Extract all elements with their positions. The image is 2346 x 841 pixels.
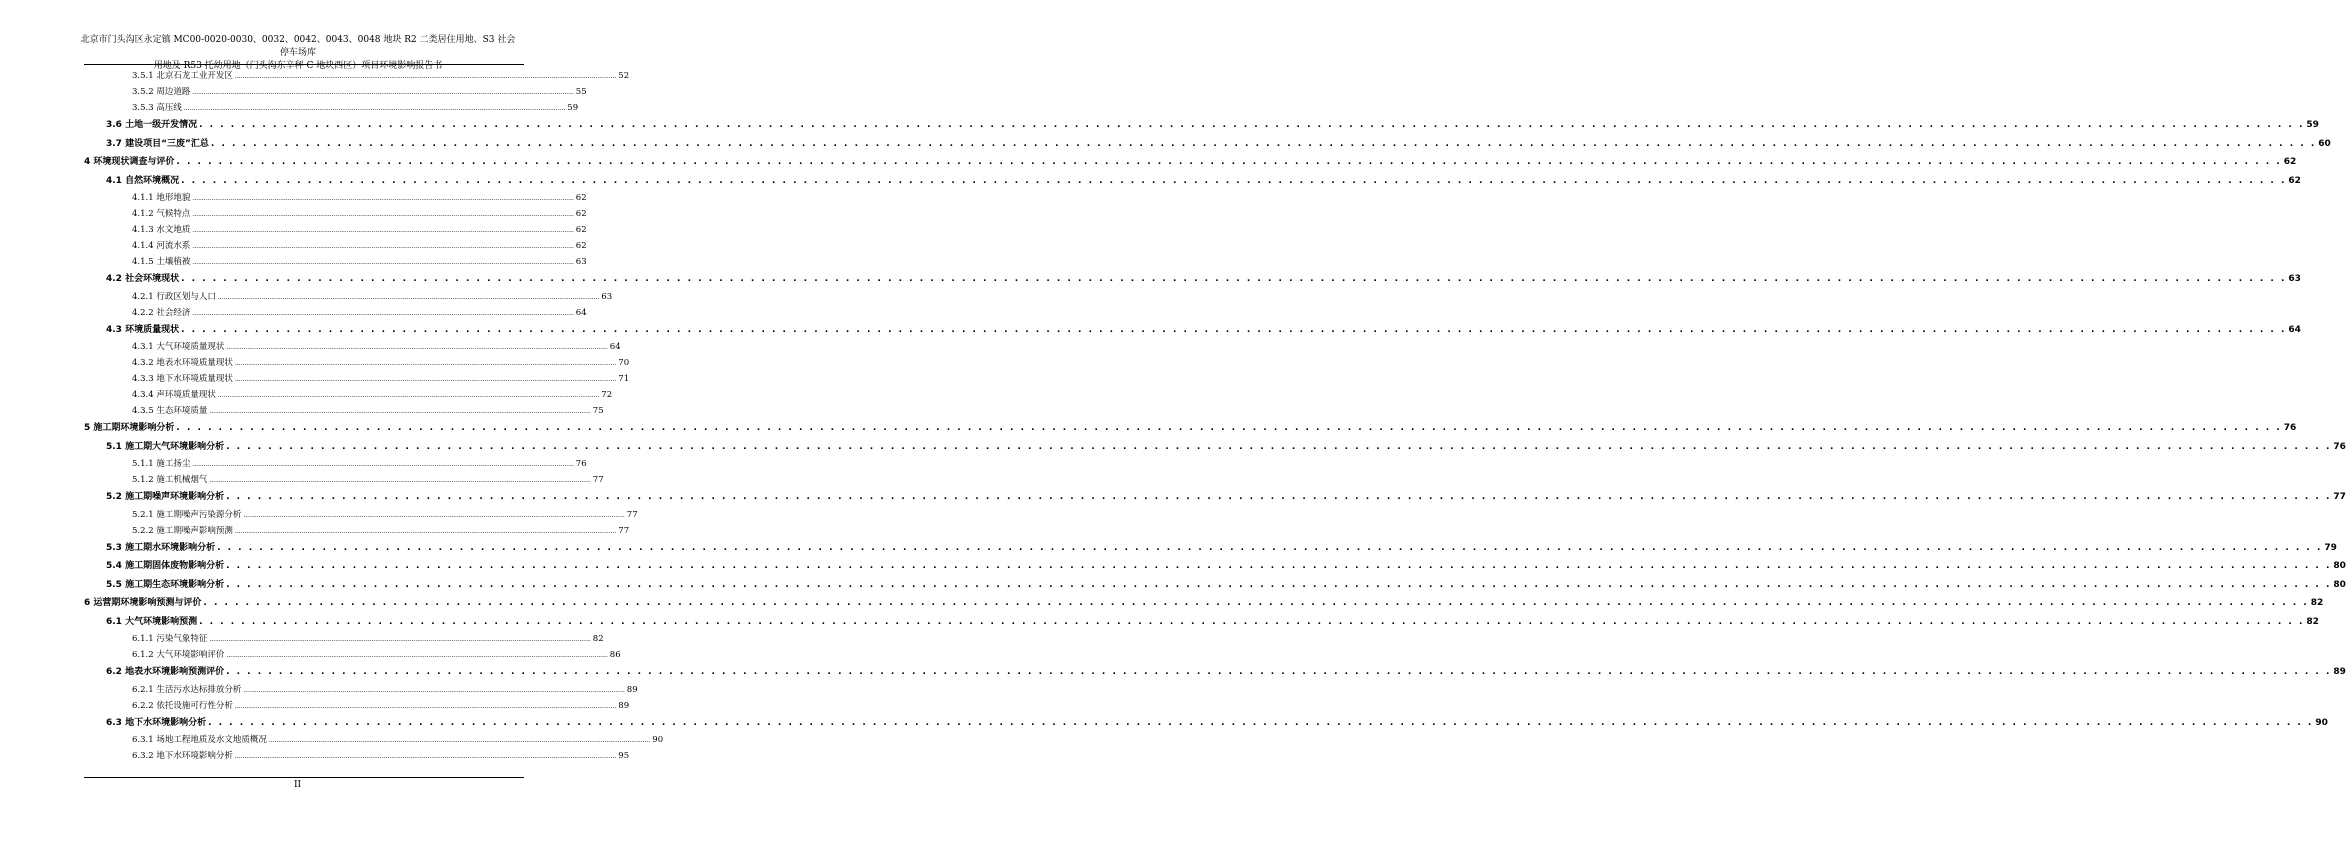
toc-dot-leader: . . . . . . . . . . . . . . . . . . . . . . . . . . . . . . . . . . . . . . . . . . . . . . . . . . . . . . . . . . . . . . . . . . . . . . . . . . . . . . . . . . . . . . . . . . . . . . . . . . . . . . . . . . . . . . . . . . . . . . . . . . . . . . . . . . . . . . . . . . . . . . . . . . . . . . . . . . . . . . . . . . . . . . . . . . . . . . . . . . . . . . . . . . . . . . . . . . . . . . . . [181, 324, 2287, 335]
toc-entry-title: 3.5.3 高压线 [132, 103, 182, 113]
toc-dot-leader: ........................................................................................................................................................................................................ [234, 376, 617, 383]
toc-dot-leader: ........................................................................................................................................................................................................ [226, 344, 608, 351]
toc-dot-leader: . . . . . . . . . . . . . . . . . . . . . . . . . . . . . . . . . . . . . . . . . . . . . . . . . . . . . . . . . . . . . . . . . . . . . . . . . . . . . . . . . . . . . . . . . . . . . . . . . . . . . . . . . . . . . . . . . . . . . . . . . . . . . . . . . . . . . . . . . . . . . . . . . . . . . . . . . . . . . . . . . . . . . . . . . . . . . . . . . . . . . . . . . . . . . . . . . . . . . . . . [226, 561, 2332, 571]
toc-entry-page: 62 [575, 193, 587, 203]
toc-entry-title: 6.1.1 污染气象特征 [132, 634, 208, 644]
toc-entry[interactable] [84, 748, 630, 764]
toc-entry-page: 72 [601, 390, 613, 400]
toc-dot-leader: ........................................................................................................................................................................................................ [192, 309, 574, 317]
toc-entry-title: 6.1.2 大气环境影响评价 [132, 650, 225, 660]
toc-entry-title: 4.3.3 地下水环境质量现状 [132, 374, 233, 384]
toc-entry[interactable] [84, 631, 604, 647]
toc-entry[interactable] [84, 339, 621, 355]
toc-entry-page: 60 [2318, 138, 2331, 149]
toc-entry[interactable] [84, 172, 2301, 191]
toc-entry[interactable] [84, 488, 2346, 507]
toc-dot-leader: ........................................................................................................................................................................................................ [226, 652, 608, 659]
toc-dot-leader: . . . . . . . . . . . . . . . . . . . . . . . . . . . . . . . . . . . . . . . . . . . . . . . . . . . . . . . . . . . . . . . . . . . . . . . . . . . . . . . . . . . . . . . . . . . . . . . . . . . . . . . . . . . . . . . . . . . . . . . . . . . . . . . . . . . . . . . . . . . . . . . . . . . . . . . . . . . . . . . . . . . . . . . . . . . . . . . . . . . . . . . . . . . . . . . . . . . . . . . . [226, 492, 2332, 502]
toc-entry-title: 5 施工期环境影响分析 [84, 423, 175, 433]
toc-entry-title: 3.5.1 北京石龙工业开发区 [132, 71, 233, 81]
toc-dot-leader: ........................................................................................................................................................................................................ [192, 227, 574, 234]
toc-dot-leader: ........................................................................................................................................................................................................ [192, 89, 574, 96]
toc-entry[interactable] [84, 387, 613, 403]
toc-dot-leader: . . . . . . . . . . . . . . . . . . . . . . . . . . . . . . . . . . . . . . . . . . . . . . . . . . . . . . . . . . . . . . . . . . . . . . . . . . . . . . . . . . . . . . . . . . . . . . . . . . . . . . . . . . . . . . . . . . . . . . . . . . . . . . . . . . . . . . . . . . . . . . . . . . . . . . . . . . . . . . . . . . . . . . . . . . . . . . . . . . . . . . . . . . . . . . . . . . . . . . . . [176, 423, 2282, 433]
toc-dot-leader: . . . . . . . . . . . . . . . . . . . . . . . . . . . . . . . . . . . . . . . . . . . . . . . . . . . . . . . . . . . . . . . . . . . . . . . . . . . . . . . . . . . . . . . . . . . . . . . . . . . . . . . . . . . . . . . . . . . . . . . . . . . . . . . . . . . . . . . . . . . . . . . . . . . . . . . . . . . . . . . . . . . . . . . . . . . . . . . . . . . . . . . . . . . . . . . . . . . . . . . . [203, 598, 2309, 608]
toc-dot-leader: . . . . . . . . . . . . . . . . . . . . . . . . . . . . . . . . . . . . . . . . . . . . . . . . . . . . . . . . . . . . . . . . . . . . . . . . . . . . . . . . . . . . . . . . . . . . . . . . . . . . . . . . . . . . . . . . . . . . . . . . . . . . . . . . . . . . . . . . . . . . . . . . . . . . . . . . . . . . . . . . . . . . . . . . . . . . . . . . . . . . . . . . . . . . . . . . . . . . . . . . [226, 667, 2332, 677]
toc-entry[interactable] [84, 100, 579, 116]
toc-entry-title: 5.2 施工期噪声环境影响分析 [106, 492, 225, 502]
toc-entry-page: 63 [601, 291, 613, 302]
toc-entry-page: 95 [618, 751, 630, 761]
toc-entry-page: 79 [2324, 542, 2337, 553]
toc-entry-page: 77 [626, 509, 638, 520]
toc-dot-leader: . . . . . . . . . . . . . . . . . . . . . . . . . . . . . . . . . . . . . . . . . . . . . . . . . . . . . . . . . . . . . . . . . . . . . . . . . . . . . . . . . . . . . . . . . . . . . . . . . . . . . . . . . . . . . . . . . . . . . . . . . . . . . . . . . . . . . . . . . . . . . . . . . . . . . . . . . . . . . . . . . . . . . . . . . . . . . . . . . . . . . . . . . . . . . . . . . . . . . . . . [199, 616, 2305, 627]
toc-entry[interactable] [84, 355, 630, 371]
toc-entry-title: 5.4 施工期固体废物影响分析 [106, 561, 225, 571]
toc-entry-page: 63 [575, 257, 587, 267]
toc-dot-leader: ........................................................................................................................................................................................................ [268, 737, 651, 744]
toc-entry-page: 75 [592, 406, 604, 416]
toc-entry[interactable] [84, 254, 587, 270]
toc-entry-title: 4.2 社会环境现状 [106, 274, 180, 284]
toc-entry[interactable] [84, 507, 638, 523]
toc-entry[interactable] [84, 557, 2346, 576]
toc-entry-title: 6.3.1 场地工程地质及水文地质概况 [132, 735, 267, 745]
toc-entry-page: 64 [575, 307, 587, 318]
toc-entry-title: 6.2.2 依托设施可行性分析 [132, 700, 233, 711]
toc-entry-page: 77 [618, 525, 630, 536]
toc-entry[interactable] [84, 472, 604, 488]
toc-entry-page: 59 [2306, 120, 2319, 130]
toc-dot-leader: ........................................................................................................................................................................................................ [234, 360, 617, 367]
toc-dot-leader: ........................................................................................................................................................................................................ [192, 195, 574, 202]
toc-entry[interactable] [84, 539, 2337, 558]
toc-entry[interactable] [84, 714, 2328, 733]
toc-entry-page: 76 [2333, 441, 2346, 452]
toc-entry-page: 89 [626, 684, 638, 695]
toc-entry[interactable] [84, 68, 630, 84]
toc-entry-page: 89 [2333, 667, 2346, 677]
toc-dot-leader: . . . . . . . . . . . . . . . . . . . . . . . . . . . . . . . . . . . . . . . . . . . . . . . . . . . . . . . . . . . . . . . . . . . . . . . . . . . . . . . . . . . . . . . . . . . . . . . . . . . . . . . . . . . . . . . . . . . . . . . . . . . . . . . . . . . . . . . . . . . . . . . . . . . . . . . . . . . . . . . . . . . . . . . . . . . . . . . . . . . . . . . . . . . . . . . . . . . . . . . . [181, 274, 2287, 284]
toc-entry-page: 86 [609, 650, 621, 660]
toc-dot-leader: ........................................................................................................................................................................................................ [209, 408, 591, 415]
toc-entry-title: 4.1 自然环境概况 [106, 175, 180, 186]
toc-entry[interactable] [84, 403, 604, 419]
toc-entry-title: 4.1.5 土壤植被 [132, 257, 191, 267]
toc-entry-title: 5.1 施工期大气环境影响分析 [106, 441, 225, 452]
toc-entry[interactable] [84, 594, 2324, 613]
header-divider [84, 64, 524, 65]
toc-dot-leader: . . . . . . . . . . . . . . . . . . . . . . . . . . . . . . . . . . . . . . . . . . . . . . . . . . . . . . . . . . . . . . . . . . . . . . . . . . . . . . . . . . . . . . . . . . . . . . . . . . . . . . . . . . . . . . . . . . . . . . . . . . . . . . . . . . . . . . . . . . . . . . . . . . . . . . . . . . . . . . . . . . . . . . . . . . . . . . . . . . . . . . . . . . . . . . . . . . . . . . . . [217, 542, 2323, 553]
toc-dot-leader: ........................................................................................................................................................................................................ [192, 243, 574, 250]
toc-entry-title: 6.1 大气环境影响预测 [106, 616, 198, 627]
toc-dot-leader: . . . . . . . . . . . . . . . . . . . . . . . . . . . . . . . . . . . . . . . . . . . . . . . . . . . . . . . . . . . . . . . . . . . . . . . . . . . . . . . . . . . . . . . . . . . . . . . . . . . . . . . . . . . . . . . . . . . . . . . . . . . . . . . . . . . . . . . . . . . . . . . . . . . . . . . . . . . . . . . . . . . . . . . . . . . . . . . . . . . . . . . . . . . . . . . . . . . . . . . . [226, 579, 2332, 590]
toc-entry-title: 5.5 施工期生态环境影响分析 [106, 579, 225, 590]
toc-entry-page: 62 [2288, 175, 2301, 186]
toc-entry[interactable] [84, 647, 621, 663]
toc-entry[interactable] [84, 371, 630, 387]
toc-dot-leader: ........................................................................................................................................................................................................ [234, 702, 617, 710]
toc-entry[interactable] [84, 321, 2301, 340]
toc-dot-leader: ........................................................................................................................................................................................................ [183, 105, 566, 112]
toc-entry[interactable] [84, 663, 2346, 682]
toc-entry[interactable] [84, 289, 613, 305]
toc-entry-page: 80 [2333, 579, 2346, 590]
toc-entry-page: 64 [2288, 324, 2301, 335]
toc-entry-page: 52 [618, 71, 630, 81]
toc-entry-title: 3.5.2 周边道路 [132, 87, 191, 97]
toc-entry-title: 4.2.2 社会经济 [132, 307, 191, 318]
toc-dot-leader: ........................................................................................................................................................................................................ [217, 392, 600, 399]
toc-entry-page: 62 [575, 209, 587, 219]
toc-entry-title: 5.3 施工期水环境影响分析 [106, 542, 216, 553]
toc-entry-title: 6.2 地表水环境影响预测评价 [106, 667, 225, 677]
toc-entry-title: 6 运营期环境影响预测与评价 [84, 598, 202, 608]
toc-entry-page: 77 [592, 475, 604, 485]
toc-entry-title: 4.1.4 河流水系 [132, 241, 191, 251]
toc-entry-page: 82 [2306, 616, 2319, 627]
toc-entry-page: 90 [2315, 717, 2328, 728]
toc-dot-leader: ........................................................................................................................................................................................................ [234, 73, 617, 80]
toc-entry[interactable] [84, 732, 664, 748]
toc-entry-title: 4 环境现状调查与评价 [84, 157, 175, 167]
toc-entry-page: 62 [2283, 157, 2297, 167]
toc-entry-page: 76 [2283, 423, 2297, 433]
toc-dot-leader: . . . . . . . . . . . . . . . . . . . . . . . . . . . . . . . . . . . . . . . . . . . . . . . . . . . . . . . . . . . . . . . . . . . . . . . . . . . . . . . . . . . . . . . . . . . . . . . . . . . . . . . . . . . . . . . . . . . . . . . . . . . . . . . . . . . . . . . . . . . . . . . . . . . . . . . . . . . . . . . . . . . . . . . . . . . . . . . . . . . . . . . . . . . . . . . . . . . . . . . . [210, 138, 2317, 149]
toc-entry[interactable] [84, 190, 587, 206]
toc-entry-title: 4.3 环境质量现状 [106, 324, 180, 335]
toc-entry-title: 5.2.1 施工期噪声污染源分析 [132, 509, 242, 520]
toc-entry-title: 5.2.2 施工期噪声影响预测 [132, 525, 233, 536]
toc-entry-title: 5.1.2 施工机械烟气 [132, 475, 208, 485]
toc-dot-leader: ........................................................................................................................................................................................................ [192, 259, 574, 266]
toc-entry-title: 3.6 土地一级开发情况 [106, 120, 198, 130]
toc-entry[interactable] [84, 305, 587, 321]
toc-dot-leader: ........................................................................................................................................................................................................ [243, 511, 625, 519]
toc-dot-leader: ........................................................................................................................................................................................................ [234, 753, 617, 760]
toc-entry-title: 4.3.1 大气环境质量现状 [132, 342, 225, 352]
toc-entry-page: 90 [652, 735, 664, 745]
toc-entry[interactable] [84, 576, 2346, 595]
toc-entry-page: 80 [2333, 561, 2346, 571]
toc-dot-leader: ........................................................................................................................................................................................................ [209, 477, 591, 484]
toc-entry-title: 4.3.2 地表水环境质量现状 [132, 358, 233, 368]
toc-entry[interactable] [84, 206, 587, 222]
toc-entry[interactable] [84, 419, 2297, 438]
toc-entry[interactable] [84, 438, 2346, 457]
toc-entry-page: 62 [575, 241, 587, 251]
toc-entry-title: 4.3.4 声环境质量现状 [132, 390, 216, 400]
toc-dot-leader: ........................................................................................................................................................................................................ [234, 527, 617, 535]
toc-entry-title: 6.3 地下水环境影响分析 [106, 717, 207, 728]
toc-entry-title: 6.3.2 地下水环境影响分析 [132, 751, 233, 761]
toc-entry-page: 89 [618, 700, 630, 711]
toc-entry[interactable] [84, 116, 2319, 135]
toc-entry-page: 77 [2333, 492, 2346, 502]
toc-entry-title: 4.2.1 行政区划与人口 [132, 291, 216, 302]
toc-dot-leader: ........................................................................................................................................................................................................ [217, 293, 600, 301]
toc-dot-leader: . . . . . . . . . . . . . . . . . . . . . . . . . . . . . . . . . . . . . . . . . . . . . . . . . . . . . . . . . . . . . . . . . . . . . . . . . . . . . . . . . . . . . . . . . . . . . . . . . . . . . . . . . . . . . . . . . . . . . . . . . . . . . . . . . . . . . . . . . . . . . . . . . . . . . . . . . . . . . . . . . . . . . . . . . . . . . . . . . . . . . . . . . . . . . . . . . . . . . . . . [176, 157, 2282, 167]
toc-entry-page: 55 [575, 87, 587, 97]
toc-entry-title: 6.2.1 生活污水达标排放分析 [132, 684, 242, 695]
toc-entry[interactable] [84, 135, 2331, 154]
toc-entry[interactable] [84, 523, 630, 539]
toc-entry[interactable] [84, 456, 587, 472]
header-line-2: 用地及 R53 托幼用地（门头沟东辛秤 C 地块西区）项目环境影响报告书 [153, 61, 443, 71]
toc-entry[interactable] [84, 698, 630, 714]
toc-dot-leader: ........................................................................................................................................................................................................ [243, 686, 625, 694]
toc-dot-leader: . . . . . . . . . . . . . . . . . . . . . . . . . . . . . . . . . . . . . . . . . . . . . . . . . . . . . . . . . . . . . . . . . . . . . . . . . . . . . . . . . . . . . . . . . . . . . . . . . . . . . . . . . . . . . . . . . . . . . . . . . . . . . . . . . . . . . . . . . . . . . . . . . . . . . . . . . . . . . . . . . . . . . . . . . . . . . . . . . . . . . . . . . . . . . . . . . . . . . . . . [199, 120, 2305, 130]
toc-entry-title: 4.1.2 气候特点 [132, 209, 191, 219]
toc-entry[interactable] [84, 153, 2297, 172]
toc-entry[interactable] [84, 682, 638, 698]
toc-entry-page: 71 [618, 374, 630, 384]
table-of-contents [84, 68, 2346, 764]
toc-dot-leader: ........................................................................................................................................................................................................ [192, 211, 574, 218]
toc-entry-title: 4.1.1 地形地貌 [132, 193, 191, 203]
toc-entry[interactable] [84, 270, 2301, 289]
toc-entry-title: 5.1.1 施工扬尘 [132, 459, 191, 469]
toc-entry[interactable] [84, 613, 2319, 632]
toc-entry-page: 82 [2310, 598, 2324, 608]
toc-entry-page: 59 [567, 103, 579, 113]
toc-entry-page: 70 [618, 358, 630, 368]
toc-dot-leader: . . . . . . . . . . . . . . . . . . . . . . . . . . . . . . . . . . . . . . . . . . . . . . . . . . . . . . . . . . . . . . . . . . . . . . . . . . . . . . . . . . . . . . . . . . . . . . . . . . . . . . . . . . . . . . . . . . . . . . . . . . . . . . . . . . . . . . . . . . . . . . . . . . . . . . . . . . . . . . . . . . . . . . . . . . . . . . . . . . . . . . . . . . . . . . . . . . . . . . . . [208, 717, 2314, 728]
toc-entry[interactable] [84, 84, 587, 100]
toc-entry[interactable] [84, 222, 587, 238]
toc-entry[interactable] [84, 238, 587, 254]
header-line-1: 北京市门头沟区永定镇 MC00-0020-0030、0032、0042、0043、0048 地块 R2 二类居住用地、S3 社会停车场库 [80, 35, 516, 58]
toc-dot-leader: ........................................................................................................................................................................................................ [209, 636, 591, 643]
page-number: II [293, 780, 302, 790]
footer-divider [84, 777, 524, 778]
toc-entry-page: 76 [575, 459, 587, 469]
toc-entry-title: 4.1.3 水文地质 [132, 225, 191, 235]
toc-dot-leader: ........................................................................................................................................................................................................ [192, 461, 574, 468]
toc-entry-page: 62 [575, 225, 587, 235]
toc-entry-title: 4.3.5 生态环境质量 [132, 406, 208, 416]
toc-dot-leader: . . . . . . . . . . . . . . . . . . . . . . . . . . . . . . . . . . . . . . . . . . . . . . . . . . . . . . . . . . . . . . . . . . . . . . . . . . . . . . . . . . . . . . . . . . . . . . . . . . . . . . . . . . . . . . . . . . . . . . . . . . . . . . . . . . . . . . . . . . . . . . . . . . . . . . . . . . . . . . . . . . . . . . . . . . . . . . . . . . . . . . . . . . . . . . . . . . . . . . . . [226, 441, 2332, 452]
toc-entry-page: 82 [592, 634, 604, 644]
toc-entry-page: 64 [609, 342, 621, 352]
toc-entry-title: 3.7 建设项目“三废”汇总 [106, 138, 209, 149]
toc-entry-page: 63 [2288, 274, 2301, 284]
toc-dot-leader: . . . . . . . . . . . . . . . . . . . . . . . . . . . . . . . . . . . . . . . . . . . . . . . . . . . . . . . . . . . . . . . . . . . . . . . . . . . . . . . . . . . . . . . . . . . . . . . . . . . . . . . . . . . . . . . . . . . . . . . . . . . . . . . . . . . . . . . . . . . . . . . . . . . . . . . . . . . . . . . . . . . . . . . . . . . . . . . . . . . . . . . . . . . . . . . . . . . . . . . . [181, 175, 2287, 186]
